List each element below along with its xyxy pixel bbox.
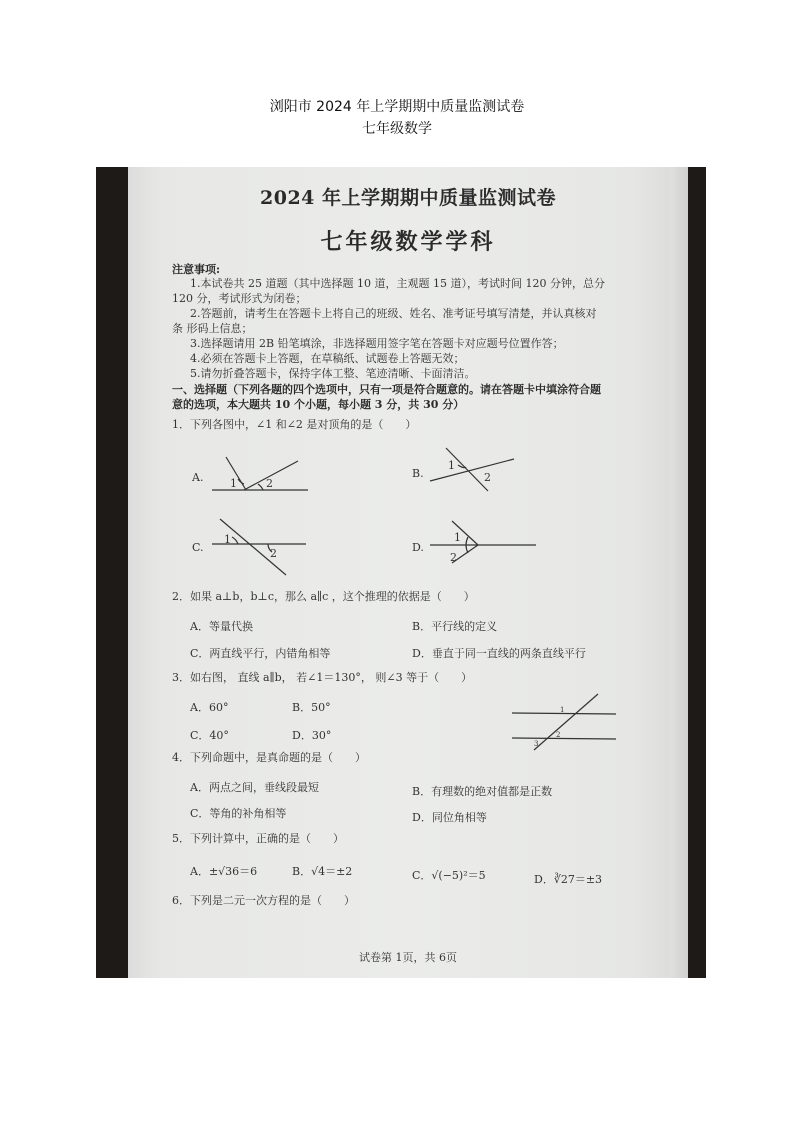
q3-option-b: B．50° bbox=[292, 701, 331, 714]
exam-subject: 七年级数学学科 bbox=[320, 229, 496, 255]
q3-option-a: A．60° bbox=[190, 701, 229, 714]
q4-stem: 4．下列命题中，是真命题的是（ ） bbox=[172, 751, 366, 764]
q4-option-c: C．等角的补角相等 bbox=[190, 807, 287, 820]
q1-figure-d bbox=[430, 517, 540, 567]
q1-stem: 1．下列各图中，∠1 和∠2 是对顶角的是（ ） bbox=[172, 418, 417, 431]
section1-heading-cont: 意的选项，本大题共 10 个小题，每小题 3 分，共 30 分） bbox=[172, 398, 465, 411]
q5-option-d: D．∛27＝±3 bbox=[534, 873, 603, 886]
q3-stem: 3．如右图， 直线 a∥b， 若∠1＝130°， 则∠3 等于（ ） bbox=[172, 671, 473, 684]
page-footer: 试卷第 1页，共 6页 bbox=[359, 951, 457, 964]
q5-option-a: A．±√36＝6 bbox=[190, 865, 258, 878]
q4-option-b: B．有理数的绝对值都是正数 bbox=[412, 785, 553, 798]
q2-option-b: B．平行线的定义 bbox=[412, 620, 498, 633]
q1-figure-c bbox=[208, 517, 318, 577]
exam-photo bbox=[96, 167, 706, 978]
notice-line-2: 120 分，考试形式为闭卷； bbox=[172, 292, 307, 305]
exam-title: 2024 年上学期期中质量监测试卷 bbox=[260, 187, 556, 209]
q2-stem: 2．如果 a⊥b，b⊥c，那么 a∥c ，这个推理的依据是（ ） bbox=[172, 590, 475, 603]
q4-option-a: A．两点之间，垂线段最短 bbox=[190, 781, 319, 794]
q3-option-c: C．40° bbox=[190, 729, 229, 742]
notice-heading: 注意事项: bbox=[172, 263, 221, 276]
page-heading-subject: 七年级数学 bbox=[362, 121, 432, 137]
q1-c-angle2: 2 bbox=[270, 547, 277, 560]
notice-line-3: 2.答题前，请考生在答题卡上将自己的班级、姓名、准考证号填写清楚，并认真核对 bbox=[190, 307, 597, 320]
q3-angle3: 3 bbox=[534, 740, 539, 748]
notice-line-1: 1.本试卷共 25 道题（其中选择题 10 道，主观题 15 道），考试时间 120 分钟，总分 bbox=[190, 277, 605, 290]
q5-option-b: B．√4＝±2 bbox=[292, 865, 353, 878]
q1-figure-b bbox=[428, 445, 538, 495]
q1-b-angle1: 1 bbox=[448, 459, 455, 472]
q1-b-angle2: 2 bbox=[484, 471, 491, 484]
q3-angle2: 2 bbox=[556, 731, 561, 739]
section1-heading: 一、选择题（下列各题的四个选项中，只有一项是符合题意的。请在答题卡中填涂符合题 bbox=[172, 383, 601, 396]
q5-stem: 5．下列计算中，正确的是（ ） bbox=[172, 832, 344, 845]
q1-a-angle1: 1 bbox=[230, 477, 237, 490]
q6-stem: 6．下列是二元一次方程的是（ ） bbox=[172, 894, 355, 907]
q1-label-b: B. bbox=[412, 467, 424, 480]
q1-label-a: A. bbox=[192, 471, 204, 484]
q4-option-d: D．同位角相等 bbox=[412, 811, 487, 824]
q3-figure bbox=[512, 692, 622, 754]
q3-angle1: 1 bbox=[560, 706, 565, 714]
q1-d-angle1: 1 bbox=[454, 531, 461, 544]
page-heading-title: 浏阳市 2024 年上学期期中质量监测试卷 bbox=[269, 99, 525, 115]
q1-d-angle2: 2 bbox=[450, 551, 457, 564]
notice-line-6: 4.必须在答题卡上答题，在草稿纸、试题卷上答题无效； bbox=[190, 352, 465, 365]
q1-label-c: C. bbox=[192, 541, 204, 554]
q2-option-c: C．两直线平行，内错角相等 bbox=[190, 647, 331, 660]
q1-label-d: D. bbox=[412, 541, 424, 554]
q2-option-d: D．垂直于同一直线的两条直线平行 bbox=[412, 647, 586, 660]
paper-edge-shadow bbox=[670, 167, 688, 978]
q1-figure-a bbox=[208, 455, 338, 495]
q2-option-a: A．等量代换 bbox=[190, 620, 253, 633]
q1-c-angle1: 1 bbox=[224, 533, 231, 546]
exam-sheet bbox=[128, 167, 688, 978]
notice-line-5: 3.选择题请用 2B 铅笔填涂，非选择题用签字笔在答题卡对应题号位置作答； bbox=[190, 337, 564, 350]
notice-line-4: 条 形码上信息； bbox=[172, 322, 253, 335]
q5-option-c: C．√(−5)²＝5 bbox=[412, 869, 486, 882]
q1-a-angle2: 2 bbox=[266, 477, 273, 490]
notice-line-7: 5.请勿折叠答题卡，保持字体工整、笔迹清晰、卡面清洁。 bbox=[190, 367, 476, 380]
q3-option-d: D．30° bbox=[292, 729, 332, 742]
